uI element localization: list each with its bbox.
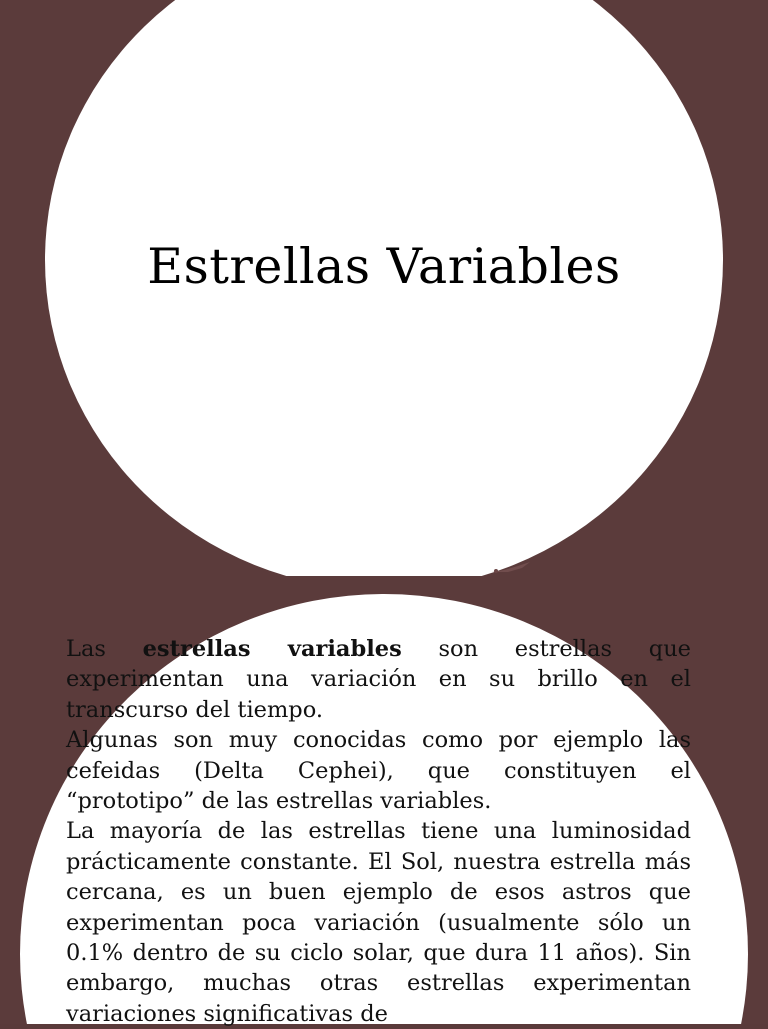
paragraph-3: La mayoría de las estrellas tiene una luminosidad prácticamente constante. El Sol, nuestra estrella más cercana, es un buen ejemplo de esos astros que experimentan poca variación (usualmente sólo un 0.1% dentro de su ciclo solar, que dura 11 años). Sin embargo, muchas otras estrellas experimentan variaciones significativas de: [66, 818, 691, 1027]
body-text: [66, 634, 691, 1029]
slide-title: Estrellas Variables: [147, 238, 621, 295]
sparkle-decoration: [490, 560, 536, 576]
paragraph-2: Algunas son muy conocidas como por ejemplo las cefeidas (Delta Cephei), que constituyen el “prototipo” de las estrellas variables.: [66, 727, 691, 815]
paragraph-1: Las estrellas variables son estrellas que experimentan una variación en su brillo en el transcurso del tiempo.: [66, 636, 691, 723]
bold-term: estrellas variables: [142, 636, 402, 662]
